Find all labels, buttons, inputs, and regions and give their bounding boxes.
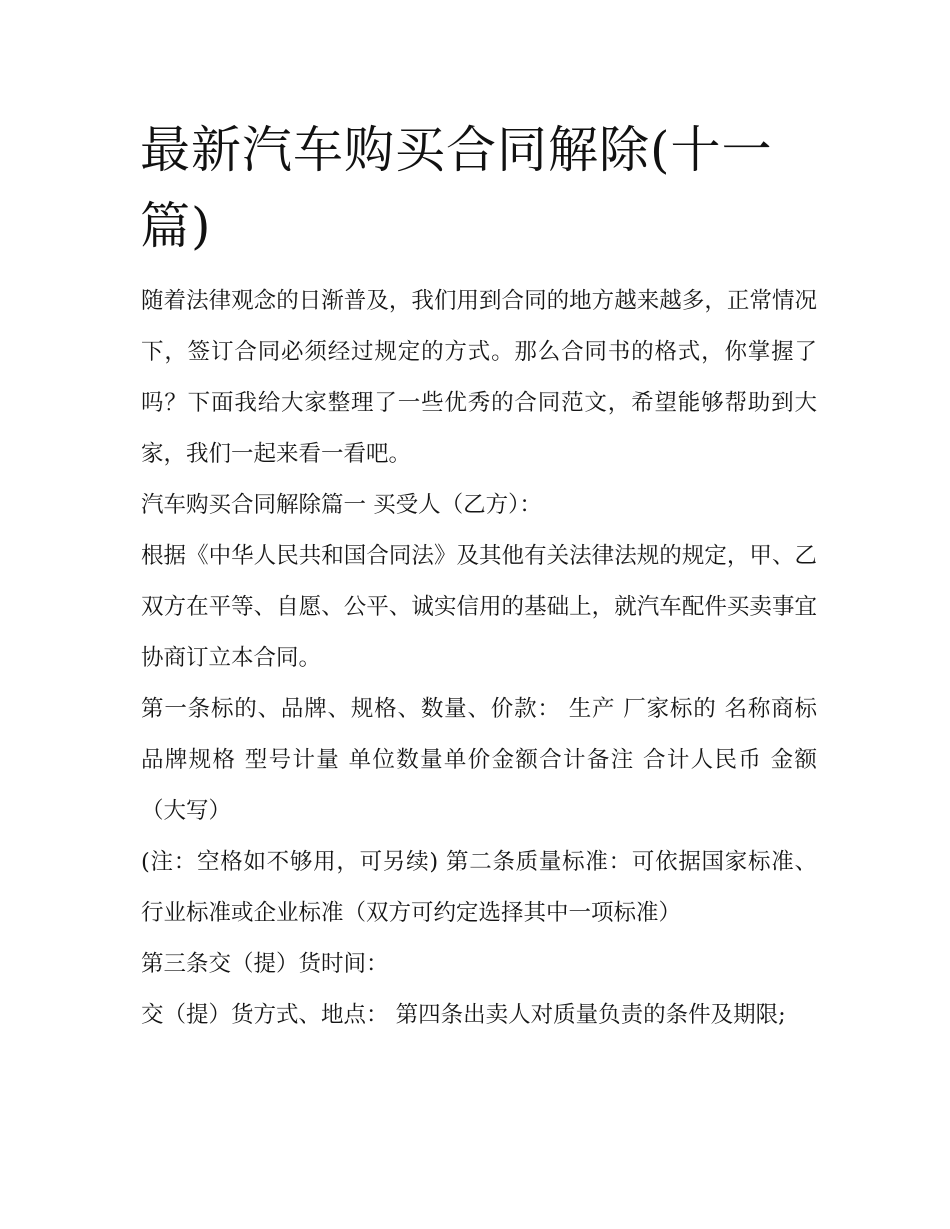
- paragraph-legal-basis: 根据《中华人民共和国合同法》及其他有关法律法规的规定，甲、乙双方在平等、自愿、公平、诚实信用的基础上，就汽车配件买卖事宜协商订立本合同。: [141, 543, 817, 671]
- paragraph-article-4: 交（提）货方式、地点： 第四条出卖人对质量负责的条件及期限;: [141, 1002, 786, 1028]
- paragraph-article-1: 第一条标的、品牌、规格、数量、价款： 生产 厂家标的 名称商标 品牌规格 型号计量 单位数量单价金额合计备注 合计人民币 金额（大写）: [141, 696, 817, 824]
- paragraph-article-2: (注：空格如不够用，可另续) 第二条质量标准：可依据国家标准、行业标准或企业标准（双方可约定选择其中一项标准）: [141, 849, 817, 926]
- paragraph-section-heading: 汽车购买合同解除篇一 买受人（乙方）：: [141, 492, 542, 518]
- paragraph-article-3: 第三条交（提）货时间：: [141, 951, 389, 977]
- paragraph-intro: 随着法律观念的日渐普及，我们用到合同的地方越来越多，正常情况下，签订合同必须经过规定的方式。那么合同书的格式，你掌握了吗？下面我给大家整理了一些优秀的合同范文，希望能够帮助到大家，我们一起来看一看吧。: [141, 288, 817, 467]
- document-title: 最新汽车购买合同解除(十一篇): [140, 121, 773, 255]
- document-body: [141, 276, 817, 1041]
